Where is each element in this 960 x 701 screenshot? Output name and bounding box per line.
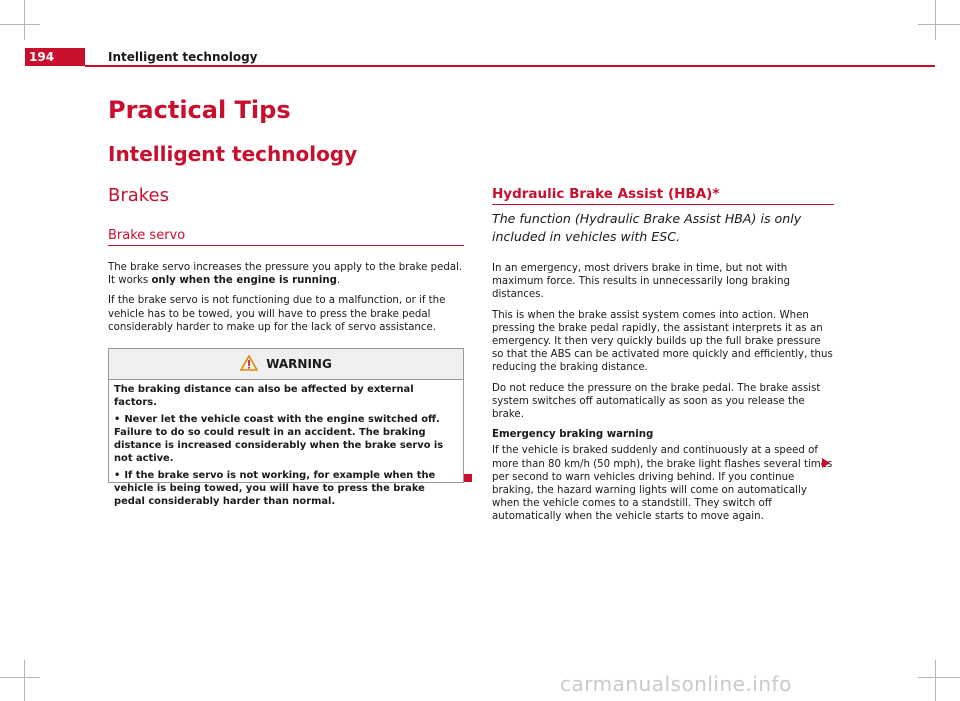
text-run: If the brake servo is not working, for example when the vehicle is being towed, you will have to press the brake pedal considerably harder than normal.	[114, 470, 436, 507]
crop-mark	[24, 0, 25, 40]
warning-box	[108, 348, 464, 507]
page-number: 194	[25, 48, 85, 66]
warning-body	[109, 380, 463, 515]
bullet-icon: •	[114, 414, 121, 425]
paragraph: This is when the brake assist system comes into action. When pressing the brake pedal rapidly, the assistant interprets it as an emergency. It then very quickly builds up the full brake pressure so that the ABS can be activated more quickly and efficiently, thus reducing the braking distance.	[492, 309, 833, 374]
warning-title: WARNING	[266, 357, 332, 371]
hba-heading: Hydraulic Brake Assist (HBA)*	[492, 186, 720, 202]
chapter-title: Practical Tips	[108, 96, 291, 124]
paragraph: If the brake servo is not functioning due to a malfunction, or if the vehicle has to be towed, you will have to press the brake pedal considerably harder to make up for the lack of servo assistance.	[108, 295, 446, 333]
text-run: The brake servo increases the pressure you apply to the brake pedal. It works	[108, 262, 463, 287]
paragraph: If the vehicle is braked suddenly and continuously at a speed of more than 80 km/h (50 mph), the brake light flashes several times per second to warn vehicles driving behind. If you continue braking, the hazard warning lights will come on automatically when the vehicle comes to a standstill. They switch off automatically when the vehicle starts to move again.	[492, 445, 833, 523]
text-run: Never let the vehicle coast with the engine switched off. Failure to do so could result in an accident. The braking distance is increased considerably when the brake servo is not active.	[114, 414, 444, 464]
watermark: carmanualsonline.info	[560, 672, 792, 696]
hba-intro: The function (Hydraulic Brake Assist HBA) is only included in vehicles with ESC.	[492, 211, 802, 244]
bullet-icon: •	[114, 470, 121, 481]
emphasis-text: only when the engine is running	[151, 275, 337, 287]
right-column	[492, 262, 834, 531]
running-header: Intelligent technology	[108, 50, 258, 64]
text-run: .	[336, 275, 341, 287]
paragraph: In an emergency, most drivers brake in time, but not with maximum force. This results in unnecessarily long braking distances.	[492, 263, 790, 301]
crop-mark	[0, 24, 40, 25]
warning-triangle-icon	[240, 355, 258, 374]
subheading: Emergency braking warning	[492, 429, 654, 441]
warning-bullet	[114, 413, 458, 465]
paragraph: Do not reduce the pressure on the brake pedal. The brake assist system switches off automatically as soon as you release the brake.	[492, 382, 821, 421]
crop-mark	[918, 677, 960, 678]
crop-mark	[24, 660, 25, 701]
continue-arrow-icon	[822, 458, 830, 468]
section-title: Intelligent technology	[108, 142, 358, 166]
end-of-section-square-icon	[464, 474, 472, 482]
hba-rule	[492, 204, 834, 205]
subsection-title: Brakes	[108, 185, 170, 206]
warning-bullet	[114, 469, 458, 508]
left-column	[108, 261, 464, 341]
crop-mark	[0, 677, 40, 678]
crop-mark	[935, 660, 936, 701]
crop-mark	[935, 0, 936, 40]
topic-title: Brake servo	[108, 228, 186, 243]
warning-lead: The braking distance can also be affected by external factors.	[114, 384, 414, 408]
crop-mark	[918, 24, 960, 25]
paragraph	[108, 261, 464, 287]
topic-rule	[108, 245, 464, 246]
warning-header	[109, 349, 463, 380]
